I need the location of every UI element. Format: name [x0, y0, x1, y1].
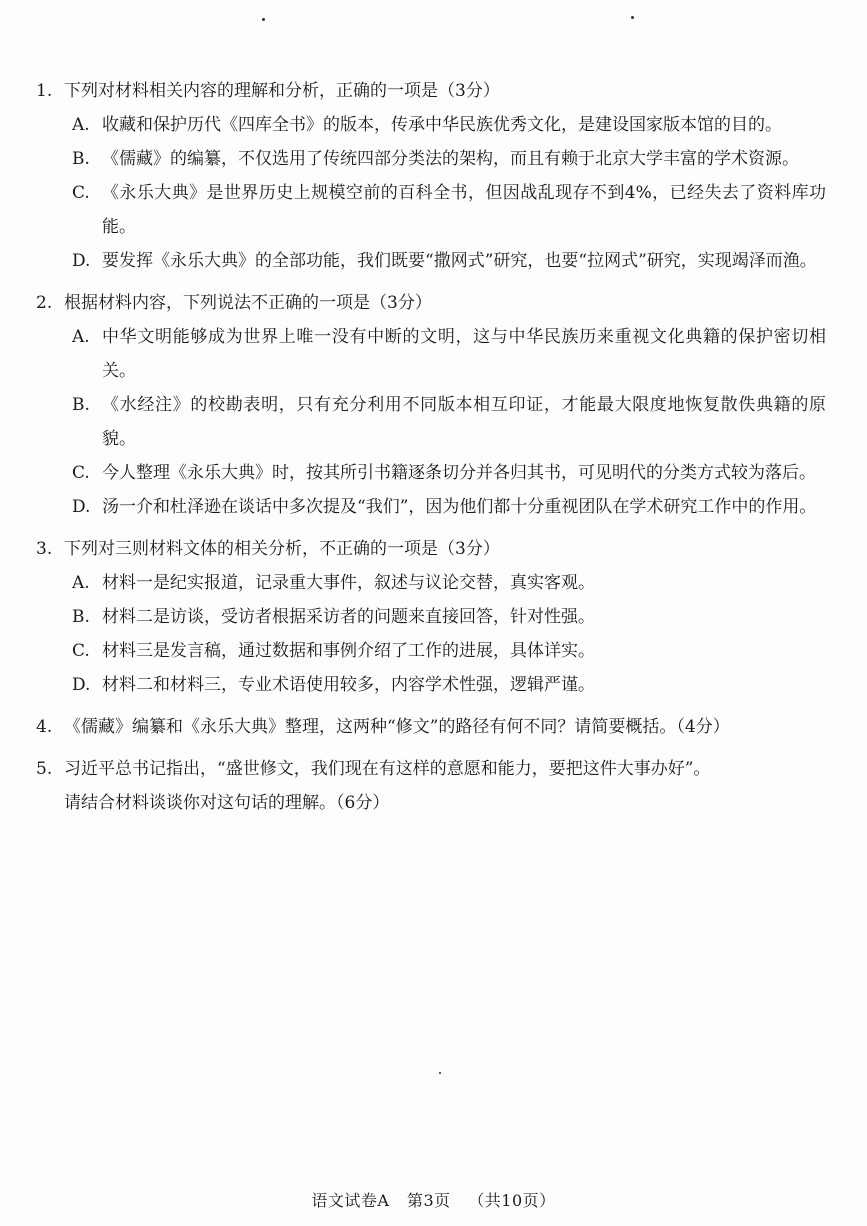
option-text: 要发挥《永乐大典》的全部功能，我们既要“撒网式”研究，也要“拉网式”研究，实现竭泽而渔。 — [102, 251, 817, 271]
option-text: 中华文明能够成为世界上唯一没有中断的文明，这与中华民族历来重视文化典籍的保护密切相关。 — [102, 327, 826, 381]
option-text: 材料一是纪实报道，记录重大事件，叙述与议论交替，真实客观。 — [102, 573, 595, 593]
option-text: 材料二是访谈，受访者根据采访者的问题来直接回答，针对性强。 — [102, 607, 595, 627]
option-a[interactable] — [72, 566, 826, 600]
question-number: 2. — [36, 293, 53, 313]
question-number: 4. — [36, 717, 53, 737]
option-text: 《水经注》的校勘表明，只有充分利用不同版本相互印证，才能最大限度地恢复散佚典籍的原貌。 — [102, 395, 826, 449]
option-label: D. — [72, 251, 91, 271]
footer-subject: 语文试卷A — [311, 1191, 390, 1210]
scan-speck — [262, 18, 265, 21]
option-label: D. — [72, 675, 91, 695]
option-list — [72, 320, 826, 524]
option-text: 材料二和材料三，专业术语使用较多，内容学术性强，逻辑严谨。 — [102, 675, 595, 695]
question-4 — [36, 710, 826, 744]
option-text: 材料三是发言稿，通过数据和事例介绍了工作的进展，具体详实。 — [102, 641, 595, 661]
question-number: 3. — [36, 539, 53, 559]
question-2 — [36, 286, 826, 524]
option-c[interactable] — [72, 634, 826, 668]
question-stem — [36, 74, 826, 108]
option-text: 汤一介和杜泽逊在谈话中多次提及“我们”，因为他们都十分重视团队在学术研究工作中的作用。 — [102, 497, 817, 517]
question-stem — [36, 532, 826, 566]
option-d[interactable] — [72, 668, 826, 702]
option-list — [72, 566, 826, 702]
question-1 — [36, 74, 826, 278]
option-b[interactable] — [72, 142, 826, 176]
option-text: 《永乐大典》是世界历史上规模空前的百科全书，但因战乱现存不到4%，已经失去了资料库功能。 — [102, 183, 826, 237]
option-a[interactable] — [72, 108, 826, 142]
option-label: C. — [72, 463, 90, 483]
option-label: B. — [72, 149, 90, 169]
option-c[interactable] — [72, 456, 826, 490]
option-label: A. — [72, 115, 90, 135]
question-text: 习近平总书记指出，“盛世修文，我们现在有这样的意愿和能力，要把这件大事办好”。 — [64, 759, 711, 779]
option-a[interactable] — [72, 320, 826, 388]
question-stem — [36, 752, 826, 786]
option-text: 《儒藏》的编纂，不仅选用了传统四部分类法的架构，而且有赖于北京大学丰富的学术资源。 — [102, 149, 799, 169]
option-b[interactable] — [72, 600, 826, 634]
question-5 — [36, 752, 826, 820]
scan-speck — [439, 1072, 441, 1074]
option-text: 收藏和保护历代《四库全书》的版本，传承中华民族优秀文化，是建设国家版本馆的目的。 — [102, 115, 782, 135]
question-text: 下列对材料相关内容的理解和分析，正确的一项是（3分） — [64, 81, 500, 101]
option-d[interactable] — [72, 490, 826, 524]
question-text: 《儒藏》编纂和《永乐大典》整理，这两种“修文”的路径有何不同？请简要概括。（4分） — [64, 717, 730, 737]
question-stem — [36, 286, 826, 320]
option-list — [72, 108, 826, 278]
question-number: 1. — [36, 81, 53, 101]
option-label: B. — [72, 607, 90, 627]
question-text: 根据材料内容，下列说法不正确的一项是（3分） — [64, 293, 432, 313]
option-b[interactable] — [72, 388, 826, 456]
question-text: 下列对三则材料文体的相关分析，不正确的一项是（3分） — [64, 539, 500, 559]
option-text: 今人整理《永乐大典》时，按其所引书籍逐条切分并各归其书，可见明代的分类方式较为落后。 — [102, 463, 816, 483]
option-d[interactable] — [72, 244, 826, 278]
option-label: B. — [72, 395, 90, 415]
option-label: A. — [72, 327, 90, 347]
option-label: C. — [72, 183, 90, 203]
page-footer — [0, 1188, 867, 1211]
scan-speck — [631, 16, 634, 19]
question-text-continued: 请结合材料谈谈你对这句话的理解。（6分） — [64, 793, 390, 813]
question-stem — [36, 710, 826, 744]
option-c[interactable] — [72, 176, 826, 244]
footer-total-pages: （共10页） — [468, 1191, 556, 1210]
option-label: D. — [72, 497, 91, 517]
question-number: 5. — [36, 759, 53, 779]
footer-page-number: 第3页 — [407, 1191, 451, 1210]
option-label: A. — [72, 573, 90, 593]
question-list — [36, 74, 826, 828]
question-3 — [36, 532, 826, 702]
option-label: C. — [72, 641, 90, 661]
